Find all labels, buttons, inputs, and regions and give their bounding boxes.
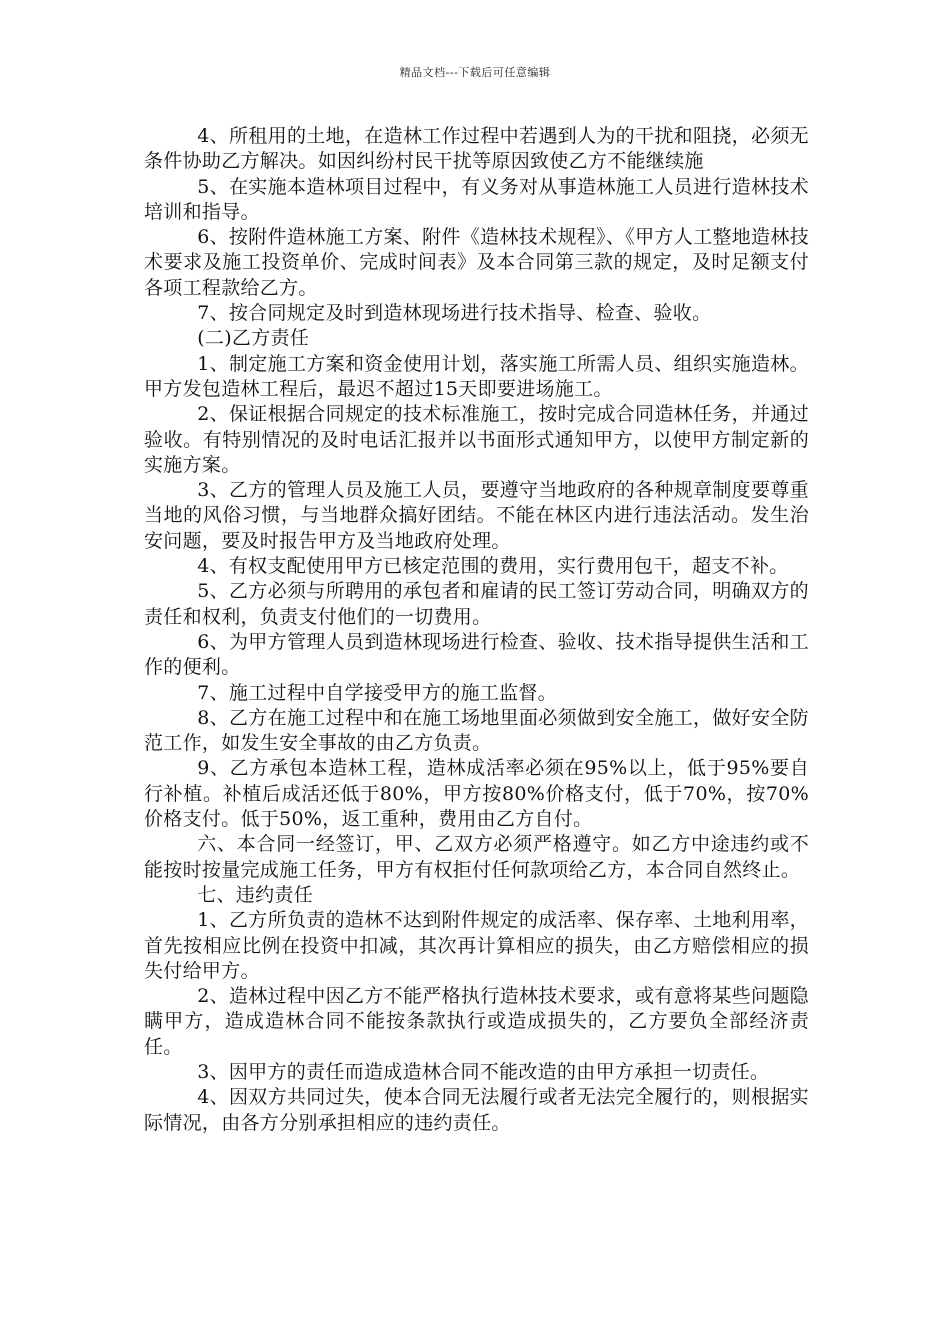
paragraph-a-4: 4、所租用的土地，在造林工作过程中若遇到人为的干扰和阻挠，必须无条件协助乙方解决。如因纠纷村民干扰等原因致使乙方不能继续施 [144, 125, 809, 173]
paragraph-a-5: 5、在实施本造林项目过程中，有义务对从事造林施工人员进行造林技术培训和指导。 [144, 175, 809, 223]
paragraph-b-8: 8、乙方在施工过程中和在施工场地里面必须做到安全施工，做好安全防范工作，如发生安全事故的由乙方负责。 [144, 706, 809, 755]
paragraph-b-2: 2、保证根据合同规定的技术标准施工，按时完成合同造林任务，并通过验收。有特别情况的及时电话汇报并以书面形式通知甲方，以使甲方制定新的实施方案。 [144, 403, 809, 476]
paragraph-b-4: 4、有权支配使用甲方已核定范围的费用，实行费用包干，超支不补。 [197, 555, 789, 578]
paragraph-breach-3: 3、因甲方的责任而造成造林合同不能改造的由甲方承担一切责任。 [197, 1060, 770, 1083]
page-header: 精品文档---下载后可任意编辑 [399, 66, 551, 79]
paragraph-b-3: 3、乙方的管理人员及施工人员，要遵守当地政府的各种规章制度要尊重当地的风俗习惯，与当地群众搞好团结。不能在林区内进行违法活动。发生治安问题，要及时报告甲方及当地政府处理。 [144, 479, 809, 552]
section-heading-breach: 七、违约责任 [197, 883, 313, 906]
paragraph-breach-1: 1、乙方所负责的造林不达到附件规定的成活率、保存率、土地利用率，首先按相应比例在投资中扣减，其次再计算相应的损失，由乙方赔偿相应的损失付给甲方。 [144, 909, 809, 982]
document-body [144, 124, 809, 1136]
paragraph-b-6: 6、为甲方管理人员到造林现场进行检查、验收、技术指导提供生活和工作的便利。 [144, 630, 809, 679]
section-heading-party-b: (二)乙方责任 [197, 327, 310, 350]
paragraph-b-9: 9、乙方承包本造林工程，造林成活率必须在95%以上，低于95%要自行补植。补植后成活还低于80%，甲方按80%价格支付，低于70%，按70%价格支付。低于50%，返工重种，费用由乙方自付。 [144, 757, 809, 831]
paragraph-b-1: 1、制定施工方案和资金使用计划，落实施工所需人员、组织实施造林。甲方发包造林工程后，最迟不超过15天即要进场施工。 [144, 352, 809, 400]
paragraph-a-6: 6、按附件造林施工方案、附件《造林技术规程》、《甲方人工整地造林技术要求及施工投资单价、完成时间表》及本合同第三款的规定，及时足额支付各项工程款给乙方。 [144, 226, 809, 299]
paragraph-b-7: 7、施工过程中自学接受甲方的施工监督。 [197, 681, 557, 704]
section-six: 六、本合同一经签订，甲、乙双方必须严格遵守。如乙方中途违约或不能按时按量完成施工任务，甲方有权拒付任何款项给乙方，本合同自然终止。 [144, 833, 809, 881]
paragraph-breach-2: 2、造林过程中因乙方不能严格执行造林技术要求，或有意将某些问题隐瞒甲方，造成造林合同不能按条款执行或造成损失的，乙方要负全部经济责任。 [144, 985, 809, 1058]
paragraph-b-5: 5、乙方必须与所聘用的承包者和雇请的民工签订劳动合同，明确双方的责任和权利，负责支付他们的一切费用。 [144, 580, 809, 628]
paragraph-breach-4: 4、因双方共同过失，使本合同无法履行或者无法完全履行的，则根据实际情况，由各方分别承担相应的违约责任。 [144, 1086, 809, 1134]
paragraph-a-7: 7、按合同规定及时到造林现场进行技术指导、检查、验收。 [197, 302, 712, 325]
